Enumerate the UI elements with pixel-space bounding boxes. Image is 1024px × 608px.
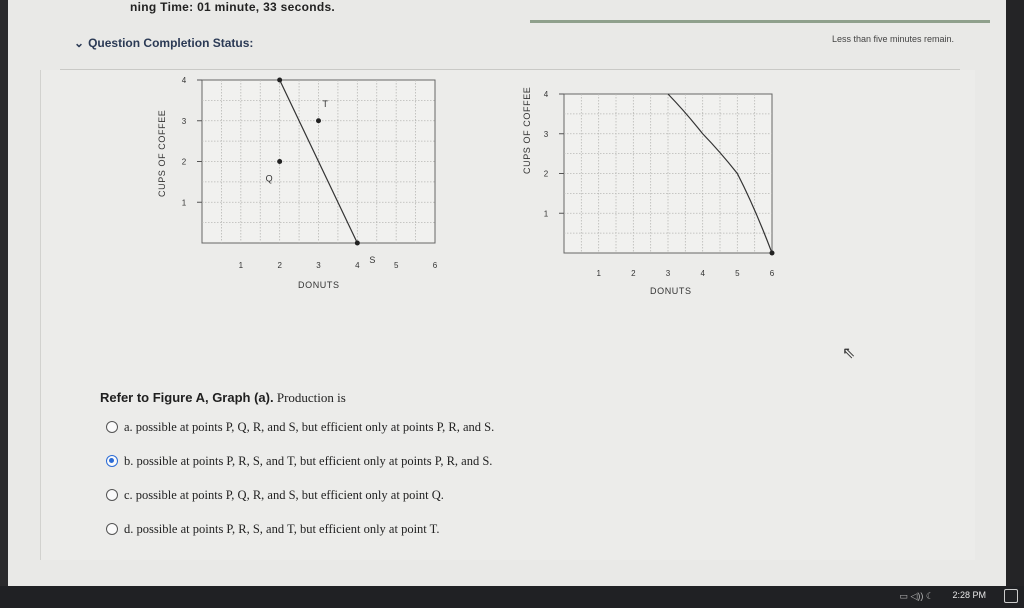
- point-label: S: [369, 255, 376, 265]
- timer-text: ning Time: 01 minute, 33 seconds.: [130, 0, 336, 14]
- question-block: [100, 390, 800, 546]
- x-tick-label: 5: [393, 261, 399, 270]
- radio-button[interactable]: [106, 455, 118, 467]
- answer-option-d[interactable]: [100, 512, 800, 546]
- y-tick-labels: [544, 90, 564, 218]
- chevron-down-icon: ⌄: [74, 36, 85, 50]
- y-tick-label: 2: [543, 169, 549, 179]
- notification-icon[interactable]: [1004, 589, 1018, 603]
- radio-button[interactable]: [106, 421, 118, 433]
- x-tick-label: 2: [631, 269, 636, 278]
- option-label: d. possible at points P, R, S, and T, but efficient only at point T.: [124, 521, 440, 536]
- system-tray-icons[interactable]: ▭ ◁)) ☾: [899, 591, 934, 601]
- question-prompt-figure: Refer to Figure A, Graph (a).: [100, 390, 274, 405]
- x-tick-label: 6: [769, 269, 775, 278]
- x-tick-labels: [596, 269, 774, 278]
- x-tick-label: 1: [238, 261, 244, 270]
- y-axis-title: CUPS OF COFFEE: [522, 86, 532, 174]
- graph-points: [770, 251, 775, 256]
- option-label: c. possible at points P, Q, R, and S, but efficient only at point Q.: [124, 487, 444, 502]
- x-tick-label: 3: [316, 261, 321, 270]
- x-axis-title: DONUTS: [298, 280, 340, 290]
- y-tick-labels: [182, 76, 202, 207]
- x-tick-label: 1: [596, 269, 601, 278]
- graph-a: [150, 72, 450, 297]
- data-point: [277, 159, 282, 164]
- y-tick-label: 3: [181, 116, 187, 126]
- y-tick-label: 1: [181, 198, 187, 208]
- answer-option-b[interactable]: [100, 444, 800, 478]
- y-axis-title: CUPS OF COFFEE: [157, 109, 167, 197]
- radio-button[interactable]: [106, 523, 118, 535]
- radio-button[interactable]: [106, 489, 118, 501]
- y-tick-label: 1: [543, 209, 549, 219]
- x-tick-label: 3: [665, 269, 671, 278]
- x-tick-labels: [239, 261, 438, 270]
- data-point: [355, 241, 360, 246]
- y-tick-label: 4: [181, 76, 187, 85]
- y-tick-label: 3: [543, 129, 549, 139]
- taskbar-clock[interactable]: 2:28 PM: [952, 590, 986, 600]
- y-tick-label: 4: [543, 90, 549, 99]
- data-point: [770, 251, 775, 256]
- x-tick-label: 6: [432, 261, 438, 270]
- monitor-bezel: [1006, 0, 1024, 608]
- point-label: T: [322, 98, 328, 109]
- progress-line: [530, 20, 990, 23]
- status-label-text: Question Completion Status:: [88, 36, 254, 50]
- x-tick-label: 4: [700, 269, 705, 278]
- x-tick-label: 5: [735, 269, 740, 278]
- data-point: [316, 118, 321, 123]
- point-label: Q: [265, 173, 273, 184]
- option-label: a. possible at points P, Q, R, and S, but efficient only at points P, R, and S.: [124, 419, 495, 434]
- x-tick-label: 4: [355, 261, 360, 270]
- x-tick-label: 2: [277, 261, 282, 270]
- monitor-bezel: [0, 0, 8, 608]
- question-completion-status[interactable]: [74, 36, 253, 50]
- graph-grid: [564, 94, 772, 253]
- taskbar: [0, 586, 1024, 608]
- question-prompt: [100, 390, 800, 406]
- option-label: b. possible at points P, R, S, and T, but efficient only at points P, R, and S.: [124, 453, 493, 468]
- x-axis-title: DONUTS: [650, 286, 692, 296]
- y-tick-label: 2: [181, 157, 187, 167]
- mouse-cursor-icon: ⇖: [842, 345, 856, 362]
- time-warning: Less than five minutes remain.: [831, 34, 954, 44]
- question-prompt-text: Production is: [273, 390, 346, 405]
- status-header: [60, 14, 960, 70]
- graph-b: [515, 86, 815, 301]
- answer-option-c[interactable]: [100, 478, 800, 512]
- answer-option-a[interactable]: [100, 410, 800, 444]
- data-point: [277, 78, 282, 83]
